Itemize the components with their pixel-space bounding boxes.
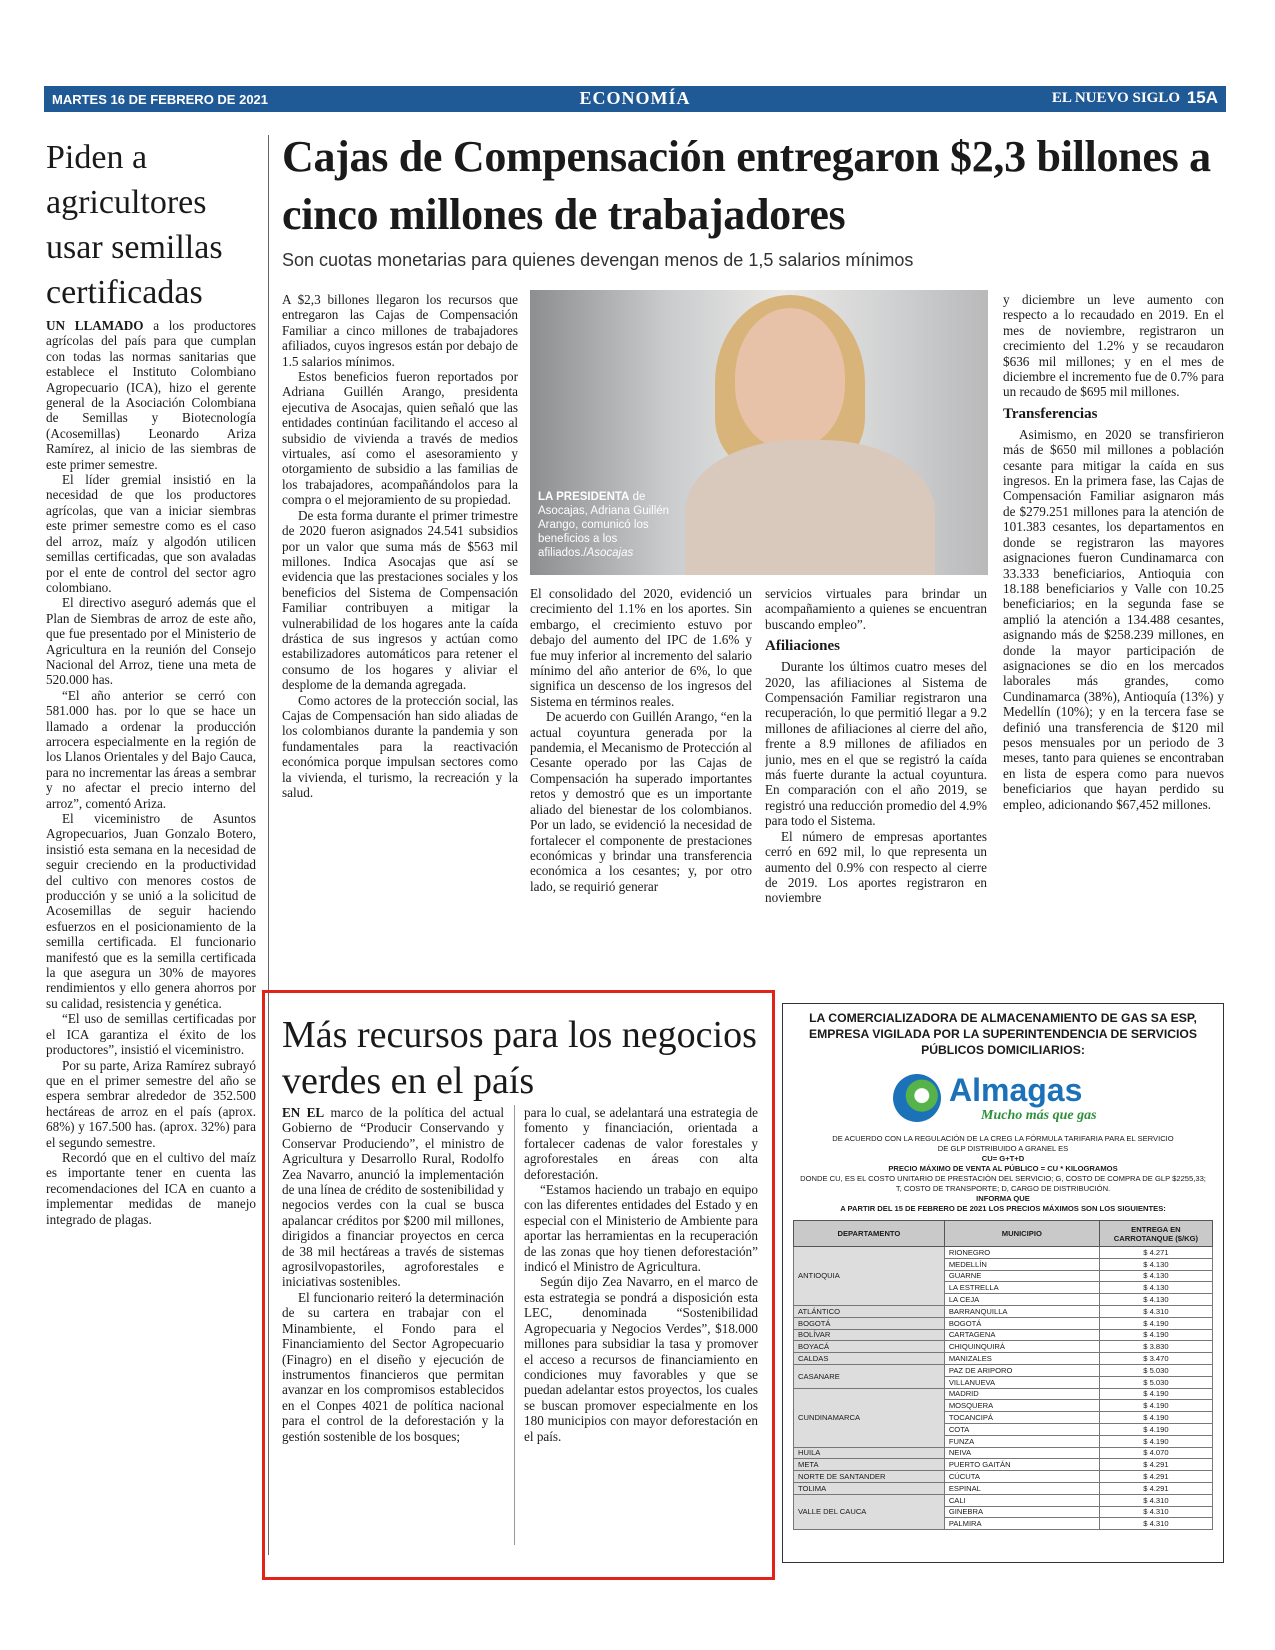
box-article-column-1: [282, 1105, 504, 1550]
departamento-cell: CALDAS: [794, 1353, 945, 1365]
price-table-header: [794, 1221, 1213, 1247]
main-paragraph: De acuerdo con Guillén Arango, “en la actual coyuntura generada por la pandemia, el Mecanismo de Protección al Cesante operado por las Cajas de Compensación ha superado importantes retos y demostró que es un importante aliado del bienestar de los colombianos. Por un lado, se evidenció la necesidad de fortalecer el componente de prestaciones económicas y brindar una transferencia económica a los cesantes; y, por otro lado, se requirió generar: [530, 709, 752, 894]
main-paragraph: El consolidado del 2020, evidenció un crecimiento del 1.1% en los aportes. Sin embargo, el crecimiento estuvo por debajo del aumento del IPC de 1.6% y fue muy inferior al incremento del salario mínimo del año anterior de 6%, lo que significa un descenso de los ingresos del Sistema en términos reales.: [530, 586, 752, 709]
municipio-cell: GINEBRA: [944, 1506, 1099, 1518]
box-article-column-2: [524, 1105, 758, 1550]
departamento-cell: CASANARE: [794, 1364, 945, 1388]
municipio-cell: MOSQUERA: [944, 1400, 1099, 1412]
municipio-cell: TOCANCIPÁ: [944, 1412, 1099, 1424]
ad-text-line: INFORMA QUE: [976, 1194, 1030, 1203]
main-article-title: Cajas de Compensación entregaron $2,3 billones a cinco millones de trabajadores: [282, 132, 1211, 239]
left-article-paragraph: Recordó que en el cultivo del maíz es importante tener en cuenta las recomendaciones del ICA en cuanto a implementar medidas de manejo integrado de plagas.: [46, 1149, 256, 1227]
table-row: [794, 1341, 1213, 1353]
photo-caption: LA PRESIDENTA de Asocajas, Adriana Guillén Arango, comunicó los beneficios a los afiliados./Asocajas: [538, 491, 670, 559]
municipio-cell: RIONEGRO: [944, 1247, 1099, 1259]
box-paragraph: El funcionario reiteró la determinación de su cartera en trabajar con el Minambiente, el Fondo para el Financiamiento del Sector Agropecuario (Finagro) en el diseño y ejecución de instrumentos financieros que permitan avanzar en los compromisos establecidos en el Conpes 4021 de política nacional para el control de la deforestación y la gestión sostenible de los bosques;: [282, 1289, 504, 1444]
price-cell: $ 4.130: [1099, 1294, 1212, 1306]
ad-formula: CU= G+T+D: [981, 1154, 1025, 1163]
main-paragraph: y diciembre un leve aumento con respecto a lo recaudado en 2019. En el mes de noviembre, registraron un crecimiento del 1.2% y se recaudaron $636 mil millones; y en el mes de diciembre el incremento fue de 0.7% para un recaudo de $695 mil millones.: [1003, 292, 1224, 400]
left-article-paragraph: UN LLAMADO a los productores agrícolas del país para que cumplan con todas las normas sanitarias que establece el Instituto Colombiano Agropecuario (ICA), hizo el gerente general de la Asociación Colombiana de Semillas y Biotecnología (Acosemillas) Leonardo Ariza Ramírez, al inicio de las siembras de este primer semestre.: [46, 318, 256, 472]
municipio-cell: PUERTO GAITÁN: [944, 1459, 1099, 1471]
section-header-bar: [44, 86, 1226, 112]
price-table: [793, 1220, 1213, 1530]
departamento-cell: ANTIOQUIA: [794, 1247, 945, 1306]
departamento-cell: HUILA: [794, 1447, 945, 1459]
table-row: [794, 1494, 1213, 1506]
brand-tagline: Mucho más que gas: [981, 1108, 1097, 1123]
main-paragraph: Estos beneficios fueron reportados por Adriana Guillén Arango, presidenta ejecutiva de Asocajas, quien señaló que las entidades continúan facilitando el acceso al subsidio de vivienda a través de medios virtuales, así como el asesoramiento y otorgamiento de subsidio a las familias de los trabajadores, acompañándolos para la compra o el mejoramiento de su propiedad.: [282, 369, 518, 508]
ad-text-line: T, COSTO DE TRANSPORTE; D, CARGO DE DISTRIBUCIÓN.: [895, 1184, 1111, 1193]
municipio-cell: BARRANQUILLA: [944, 1305, 1099, 1317]
main-article-column-4: [1003, 292, 1224, 987]
price-cell: $ 4.190: [1099, 1388, 1212, 1400]
municipio-cell: MEDELLÍN: [944, 1258, 1099, 1270]
subhead-afiliaciones: Afiliaciones: [765, 638, 840, 655]
price-cell: $ 4.130: [1099, 1270, 1212, 1282]
column-divider: [514, 1105, 515, 1545]
municipio-cell: PALMIRA: [944, 1518, 1099, 1530]
main-article-column-3: [765, 586, 987, 987]
box-paragraph: EN EL marco de la política del actual Gobierno de “Producir Conservando y Conservar Produciendo”, el ministro de Agricultura y Desarrollo Rural, Rodolfo Zea Navarro, anunció la implementación de una línea de crédito de sostenibilidad y negocios verdes con la cual se busca apalancar créditos por $200 mil millones, dirigidos a financiar proyectos en cerca de 38 mil hectáreas a través de sistemas agrosilvopastoriles, agroforestales e iniciativas sostenibles.: [282, 1105, 504, 1290]
left-article-paragraph: El líder gremial insistió en la necesidad de que los productores agrícolas, que van a iniciar siembras este primer semestre como es el caso del arroz, maíz y algodón utilicen semillas certificadas, que son avaladas por el ente de control del sector agro colombiano.: [46, 472, 256, 595]
lede-bold: UN LLAMADO: [46, 318, 144, 333]
price-table-body: [794, 1247, 1213, 1530]
municipio-cell: COTA: [944, 1423, 1099, 1435]
price-cell: $ 4.291: [1099, 1482, 1212, 1494]
table-row: [794, 1353, 1213, 1365]
table-row: [794, 1388, 1213, 1400]
departamento-cell: META: [794, 1459, 945, 1471]
municipio-cell: CALI: [944, 1494, 1099, 1506]
main-paragraph: El número de empresas aportantes cerró en 692 mil, lo que representa un aumento del 0.9% con respecto al cierre de 2019. Los aportes registraron en noviembre: [765, 828, 987, 906]
main-paragraph: servicios virtuales para brindar un acompañamiento a quienes se encuentran buscando empleo”.: [765, 586, 987, 632]
municipio-cell: CHIQUINQUIRÁ: [944, 1341, 1099, 1353]
left-article-title: Piden a agricultores usar semillas certificadas: [46, 139, 223, 311]
box-paragraph: “Estamos haciendo un trabajo en equipo con las diferentes entidades del Estado y en especial con el Ministerio de Ambiente para aportar las herramientas en la recuperación de las zonas que hoy tienen deforestación” indicó el Ministro de Agricultura.: [524, 1182, 758, 1275]
left-article-paragraph: El viceministro de Asuntos Agropecuarios, Juan Gonzalo Botero, insistió esta semana en la necesidad de seguir creciendo en la productividad del cultivo con menores costos de producción y se unió a la solicitud de Acosemillas de seguir haciendo esfuerzos en el posicionamiento de la semilla certificada. El funcionario manifestó que es la semilla certificada la que asegura un 30% de mayores rendimientos y ello genera ahorros por su calidad, resistencia y genética.: [46, 811, 256, 1011]
left-article-paragraph: “El uso de semillas certificadas por el ICA garantiza el éxito de los productores”, insistió el viceministro.: [46, 1011, 256, 1058]
ad-heading: LA COMERCIALIZADORA DE ALMACENAMIENTO DE GAS SA ESP, EMPRESA VIGILADA POR LA SUPERINTENDENCIA DE SERVICIOS PÚBLICOS DOMICILIARIOS:: [808, 1011, 1198, 1057]
photo-credit: Asocajas: [586, 547, 634, 559]
main-paragraph: Como actores de la protección social, las Cajas de Compensación han sido aliadas de los colombianos durante la pandemia y son fundamentales para la reactivación económica porque impulsan sectores como la vivienda, el turismo, la recreación y la salud.: [282, 692, 518, 800]
main-article-column-1: [282, 292, 518, 987]
newspaper-name: EL NUEVO SIGLO: [1051, 90, 1180, 106]
price-cell: $ 4.291: [1099, 1471, 1212, 1483]
box-paragraph: Según dijo Zea Navarro, en el marco de esta estrategia se pondrá a disposición esta LEC, denominada “Sostenibilidad Agropecuaria y Negocios Verdes”, $18.000 millones para subsidiar la tasa y promover el acceso a recursos de financiamiento en condiciones muy favorables y que se puedan adelantar estos proyectos, los cuales se buscan promover especialmente en los 180 municipios con mayor deforestación en el país.: [524, 1274, 758, 1444]
almagas-logo: [893, 1068, 1113, 1128]
left-article-body: [46, 318, 256, 1563]
municipio-cell: MANIZALES: [944, 1353, 1099, 1365]
price-cell: $ 3.470: [1099, 1353, 1212, 1365]
subhead-transferencias: Transferencias: [1003, 405, 1098, 422]
municipio-cell: ESPINAL: [944, 1482, 1099, 1494]
municipio-cell: LA CEJA: [944, 1294, 1099, 1306]
main-paragraph: A $2,3 billones llegaron los recursos que entregaron las Cajas de Compensación Familiar a cinco millones de trabajadores afiliados, cuyos ingresos están por debajo de 1.5 salarios mínimos.: [282, 292, 518, 369]
price-cell: $ 4.190: [1099, 1317, 1212, 1329]
municipio-cell: VILLANUEVA: [944, 1376, 1099, 1388]
municipio-cell: CARTAGENA: [944, 1329, 1099, 1341]
departamento-cell: BOYACÁ: [794, 1341, 945, 1353]
price-cell: $ 4.310: [1099, 1506, 1212, 1518]
header-price: ENTREGA EN CARROTANQUE ($/KG): [1099, 1221, 1212, 1247]
page-number: 15A: [1186, 88, 1218, 107]
price-cell: $ 4.190: [1099, 1400, 1212, 1412]
left-article-paragraph: El directivo aseguró además que el Plan de Siembras de arroz de este año, que fue presentado por el Ministerio de Agricultura en la reunión del Consejo Nacional del Arroz, tiene una meta de 520.000 has.: [46, 595, 256, 688]
municipio-cell: PAZ DE ARIPORO: [944, 1364, 1099, 1376]
main-paragraph: Durante los últimos cuatro meses del 2020, las afiliaciones al Sistema de Compensación Familiar registraron una recuperación, lo que permitió llegar a 9.2 millones de afiliaciones al cierre del año, frente a 8.9 millones de afiliados en junio, mes en el que se registró la caída más fuerte durante la actual coyuntura. En comparación con el año 2019, se registró una reducción promedio del 4.9% para todo el Sistema.: [765, 659, 987, 829]
departamento-cell: NORTE DE SANTANDER: [794, 1471, 945, 1483]
price-cell: $ 4.190: [1099, 1412, 1212, 1424]
municipio-cell: FUNZA: [944, 1435, 1099, 1447]
issue-date: MARTES 16 DE FEBRERO DE 2021: [52, 92, 269, 107]
table-row: [794, 1305, 1213, 1317]
departamento-cell: VALLE DEL CAUCA: [794, 1494, 945, 1529]
main-article-subtitle: Son cuotas monetarias para quienes devengan menos de 1,5 salarios mínimos: [282, 250, 914, 270]
main-article-column-2: [530, 586, 752, 987]
municipio-cell: LA ESTRELLA: [944, 1282, 1099, 1294]
ad-text-line: A PARTIR DEL 15 DE FEBRERO DE 2021 LOS PRECIOS MÁXIMOS SON LOS SIGUIENTES:: [840, 1204, 1166, 1213]
box-article-title: Más recursos para los negocios verdes en el país: [282, 1014, 757, 1102]
almagas-advertisement: [782, 1003, 1224, 1563]
municipio-cell: NEIVA: [944, 1447, 1099, 1459]
price-cell: $ 4.310: [1099, 1305, 1212, 1317]
price-cell: $ 4.271: [1099, 1247, 1212, 1259]
departamento-cell: CUNDINAMARCA: [794, 1388, 945, 1447]
photo-adriana-guillen: [530, 290, 988, 575]
departamento-cell: TOLIMA: [794, 1482, 945, 1494]
box-paragraph: para lo cual, se adelantará una estrategia de fomento y financiación, orientada a fortalecer cadenas de valor forestales y agroforestales en áreas con alta deforestación.: [524, 1105, 758, 1182]
price-cell: $ 4.291: [1099, 1459, 1212, 1471]
table-row: [794, 1482, 1213, 1494]
ad-text-line: DONDE CU, ES EL COSTO UNITARIO DE PRESTACIÓN DEL SERVICIO; G, COSTO DE COMPRA DE GLP $2255,33;: [800, 1174, 1206, 1183]
price-cell: $ 4.070: [1099, 1447, 1212, 1459]
header-departamento: DEPARTAMENTO: [794, 1221, 945, 1247]
table-row: [794, 1459, 1213, 1471]
ad-text-line: DE GLP DISTRIBUIDO A GRANEL ES: [937, 1144, 1069, 1153]
table-row: [794, 1247, 1213, 1259]
ad-text-line: PRECIO MÁXIMO DE VENTA AL PÚBLICO = CU * KILOGRAMOS: [888, 1164, 1118, 1173]
flame-logo-icon: [893, 1074, 941, 1122]
municipio-cell: GUARNE: [944, 1270, 1099, 1282]
departamento-cell: ATLÁNTICO: [794, 1305, 945, 1317]
municipio-cell: BOGOTÁ: [944, 1317, 1099, 1329]
price-cell: $ 4.190: [1099, 1329, 1212, 1341]
price-cell: $ 5.030: [1099, 1364, 1212, 1376]
header-municipio: MUNICIPIO: [944, 1221, 1099, 1247]
price-cell: $ 5.030: [1099, 1376, 1212, 1388]
table-row: [794, 1471, 1213, 1483]
table-row: [794, 1317, 1213, 1329]
price-cell: $ 4.130: [1099, 1282, 1212, 1294]
main-paragraph: Asimismo, en 2020 se transfirieron más de $650 mil millones a población cesante para mitigar la caída en sus ingresos. En la primera fase, las Cajas de Compensación Familiar asignaron más de $279.251 millones para la atención de 101.383 cesantes, los departamentos en donde se registraron las mayores asignaciones fueron Cundinamarca con 33.333 beneficiarios, Antioquia con 18.188 beneficiarios y Valle con 10.25 beneficiarios; en la segunda fase se amplió la atención a 134.488 cesantes, asignando más de $258.239 millones, en donde la mayor participación de asignaciones se dio en los mercados laborales más grandes, como Cundinamarca (38%), Antioquía (13%) y Medellín (10%); y en la tercera fase se definió una transferencia de $120 mil pesos mensuales por un periodo de 3 meses, tanto para quienes se encontraban en lista de espera como para nuevos beneficiarios que hayan perdido su empleo, adicionando $67,452 millones.: [1003, 426, 1224, 812]
section-name: ECONOMÍA: [579, 88, 691, 108]
municipio-cell: MADRID: [944, 1388, 1099, 1400]
departamento-cell: BOGOTÁ: [794, 1317, 945, 1329]
table-row: [794, 1329, 1213, 1341]
table-row: [794, 1447, 1213, 1459]
price-cell: $ 3.830: [1099, 1341, 1212, 1353]
price-cell: $ 4.190: [1099, 1423, 1212, 1435]
table-row: [794, 1364, 1213, 1376]
price-cell: $ 4.190: [1099, 1435, 1212, 1447]
municipio-cell: CÚCUTA: [944, 1471, 1099, 1483]
price-cell: $ 4.130: [1099, 1258, 1212, 1270]
ad-text-line: DE ACUERDO CON LA REGULACIÓN DE LA CREG LA FÓRMULA TARIFARIA PARA EL SERVICIO: [832, 1134, 1174, 1143]
main-paragraph: De esta forma durante el primer trimestre de 2020 fueron asignados 24.541 subsidios por un valor que suma más de $563 mil millones. Indica Asocajas que así se evidencia que las prestaciones sociales y los beneficios del Sistema de Compensación Familiar contribuyen a mitigar la vulnerabilidad de los hogares ante la caída drástica de sus ingresos y actúan como estabilizadores automáticos para retener el consumo de los hogares y aliviar el desplome de la demanda agregada.: [282, 507, 518, 693]
price-cell: $ 4.310: [1099, 1518, 1212, 1530]
brand-name: Almagas: [949, 1072, 1083, 1108]
price-cell: $ 4.310: [1099, 1494, 1212, 1506]
left-article-paragraph: “El año anterior se cerró con 581.000 has. por lo que se hace un llamado a ordenar la producción arrocera especialmente en la región de los Llanos Orientales y del Bajo Cauca, para no incrementar las áreas a sembrar y no afectar el precio interno del arroz”, comentó Ariza.: [46, 687, 256, 811]
left-article-paragraph: Por su parte, Ariza Ramírez subrayó que en el primer semestre del año se espera sembrar alrededor de 352.500 hectáreas de arroz en el país (aprox. 68%) y 167.500 has. (aprox. 32%) para el segundo semestre.: [46, 1057, 256, 1150]
departamento-cell: BOLÍVAR: [794, 1329, 945, 1341]
